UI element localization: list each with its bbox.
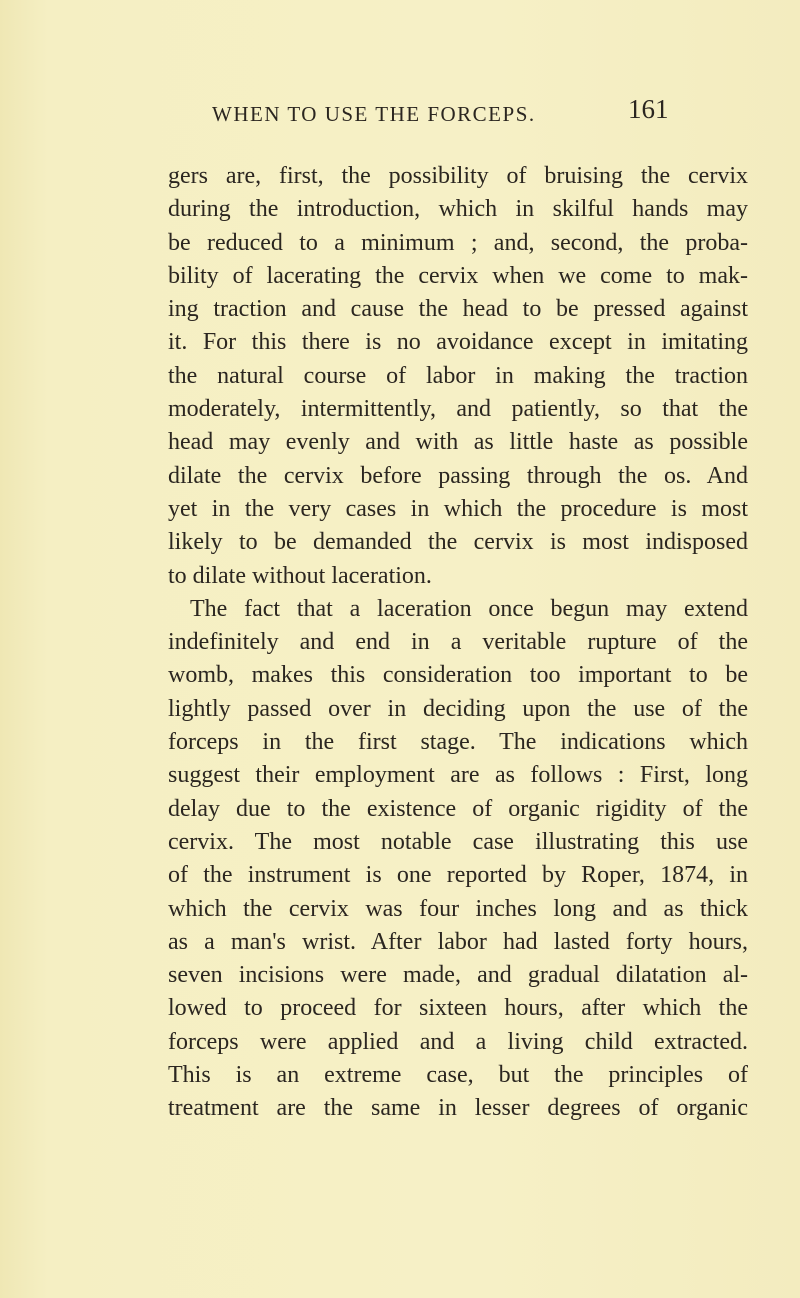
running-head-title: WHEN TO USE THE FORCEPS. — [212, 102, 536, 126]
text-line: lowed to proceed for sixteen hours, after which the — [168, 995, 748, 1022]
text-line: ing traction and cause the head to be pressed against — [168, 296, 748, 323]
text-line: moderately, intermittently, and patiently, so that the — [168, 396, 748, 423]
text-line: indefinitely and end in a veritable rupture of the — [168, 629, 748, 656]
text-line: head may evenly and with as little haste as possible — [168, 429, 748, 456]
text-line: delay due to the existence of organic rigidity of the — [168, 795, 748, 822]
text-line: suggest their employment are as follows : First, long — [168, 762, 748, 789]
text-line: lightly passed over in deciding upon the use of the — [168, 695, 748, 722]
text-line: cervix. The most notable case illustrating this use — [168, 828, 748, 855]
text-line: The fact that a laceration once begun may extend — [190, 595, 748, 622]
text-line: yet in the very cases in which the procedure is most — [168, 495, 748, 522]
body-text — [168, 160, 748, 1126]
text-line: the natural course of labor in making the traction — [168, 362, 748, 389]
text-line: which the cervix was four inches long and as thick — [168, 895, 748, 922]
text-line: as a man's wrist. After labor had lasted forty hours, — [168, 928, 748, 955]
text-line: it. For this there is no avoidance except in imitating — [168, 329, 748, 356]
text-line: treatment are the same in lesser degrees of organic — [168, 1095, 748, 1122]
text-line: womb, makes this consideration too important to be — [168, 662, 748, 689]
text-line: of the instrument is one reported by Roper, 1874, in — [168, 862, 748, 889]
text-line: gers are, first, the possibility of bruising the cervix — [168, 163, 748, 189]
text-line: This is an extreme case, but the principles of — [168, 1062, 748, 1089]
text-line: likely to be demanded the cervix is most indisposed — [168, 529, 748, 556]
text-line: dilate the cervix before passing through the os. And — [168, 462, 748, 489]
running-head — [0, 94, 800, 134]
text-line: forceps in the first stage. The indications which — [168, 729, 748, 756]
text-line: be reduced to a minimum ; and, second, the proba- — [168, 229, 748, 256]
text-line: forceps were applied and a living child extracted. — [168, 1028, 748, 1055]
text-line: bility of lacerating the cervix when we come to mak- — [168, 262, 748, 289]
text-line: to dilate without laceration. — [168, 562, 432, 589]
page-number: 161 — [628, 94, 669, 124]
text-line: seven incisions were made, and gradual dilatation al- — [168, 962, 748, 989]
text-line: during the introduction, which in skilful hands may — [168, 196, 748, 223]
